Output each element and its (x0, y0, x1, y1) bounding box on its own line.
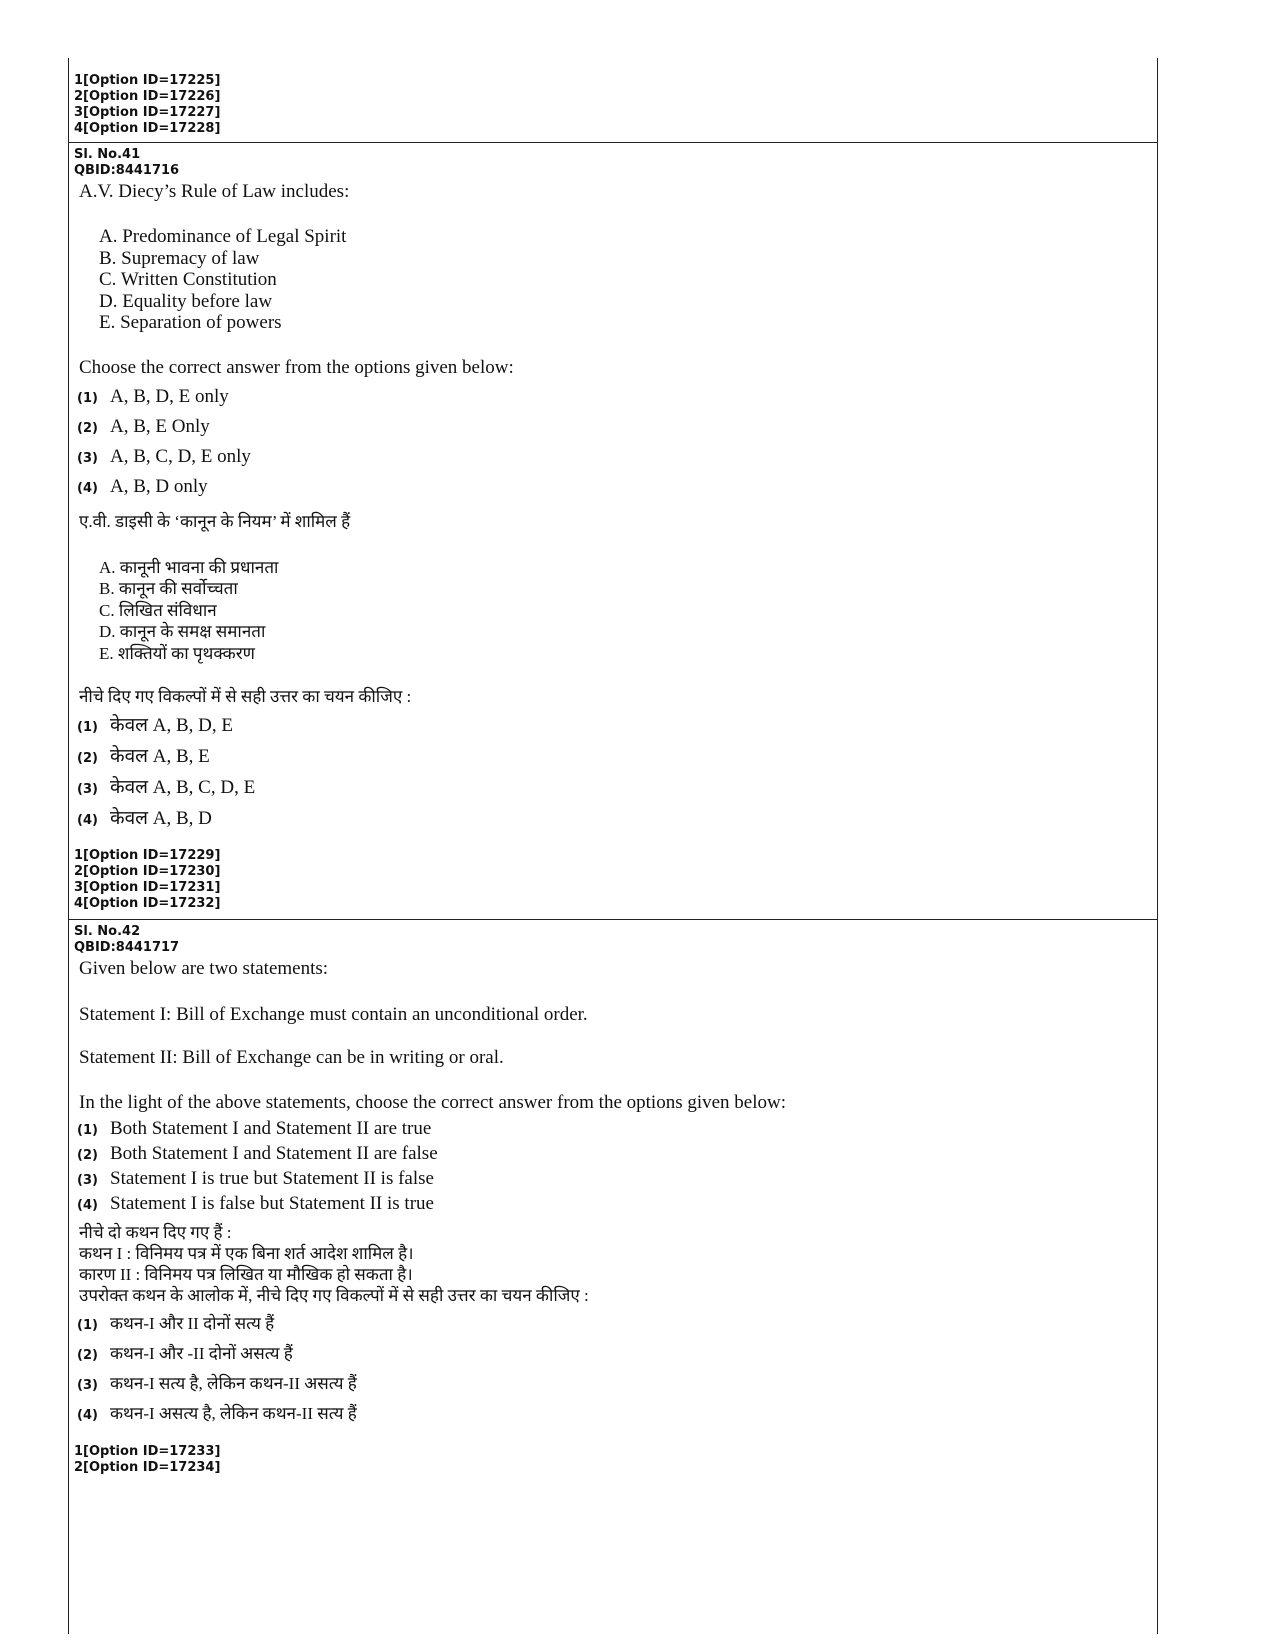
option-number: (4) (77, 1408, 98, 1423)
options-english (74, 1119, 1157, 1219)
option-text: Statement I is true but Statement II is false (110, 1168, 434, 1189)
list-item: B. Supremacy of law (99, 247, 260, 269)
hindi-line: उपरोक्त कथन के आलोक में, नीचे दिए गए विकल्पों में से सही उत्तर का चयन कीजिए : (79, 1286, 589, 1305)
section-previous-question (69, 58, 1157, 142)
question-bank-id: QBID:8441716 (74, 163, 180, 178)
option-id-2: 2[Option ID=17226] (74, 89, 221, 104)
option-text: A, B, C, D, E only (110, 445, 251, 467)
option-id-2: 2[Option ID=17230] (74, 864, 221, 879)
option-number: (3) (77, 782, 98, 797)
option-text: कथन-I और -II दोनों असत्य हैं (110, 1344, 293, 1363)
list-item: C. Written Constitution (99, 269, 277, 290)
option-row (74, 747, 1157, 778)
option-text: Both Statement I and Statement II are true (110, 1118, 432, 1139)
serial-number: Sl. No.42 (74, 924, 141, 939)
option-id-4: 4[Option ID=17228] (74, 121, 221, 136)
option-id-1: 1[Option ID=17229] (74, 848, 221, 863)
list-item: A. Predominance of Legal Spirit (99, 226, 347, 247)
option-row (74, 1144, 1157, 1169)
option-row (74, 778, 1157, 809)
list-item: E. शक्तियों का पृथक्करण (99, 643, 255, 663)
option-id-list (74, 1444, 1157, 1476)
option-text: कथन-I सत्य है, लेकिन कथन-II असत्य हैं (110, 1374, 357, 1393)
option-row (74, 1314, 1157, 1344)
question-text-english: A.V. Diecy’s Rule of Law includes: (79, 181, 350, 202)
hindi-line: कथन I : विनिमय पत्र में एक बिना शर्त आदेश शामिल है। (79, 1244, 414, 1263)
list-item: B. कानून की सर्वोच्चता (99, 579, 238, 598)
option-number: (2) (77, 1148, 98, 1163)
option-id-1: 1[Option ID=17225] (74, 73, 221, 88)
list-item: D. Equality before law (99, 290, 273, 312)
option-id-3: 3[Option ID=17227] (74, 105, 221, 120)
answer-prompt-hindi: नीचे दिए गए विकल्पों में से सही उत्तर का चयन कीजिए : (79, 687, 412, 706)
statement-one: Statement I: Bill of Exchange must contain an unconditional order. (79, 1004, 588, 1025)
options-english (74, 387, 1157, 507)
option-row (74, 1374, 1157, 1404)
option-text: कथन-I और II दोनों सत्य हैं (110, 1314, 275, 1333)
option-id-list (74, 848, 1157, 912)
hindi-line: नीचे दो कथन दिए गए हैं : (79, 1223, 232, 1242)
option-row (74, 477, 1157, 507)
option-text: केवल A, B, D (110, 808, 212, 829)
option-id-3: 3[Option ID=17231] (74, 880, 221, 895)
option-id-1: 1[Option ID=17233] (74, 1444, 221, 1459)
option-number: (1) (77, 390, 98, 406)
option-row (74, 1344, 1157, 1374)
list-item: A. कानूनी भावना की प्रधानता (99, 557, 279, 577)
option-number: (2) (77, 420, 98, 436)
option-text: केवल A, B, E (110, 746, 210, 767)
statement-two: Statement II: Bill of Exchange can be in writing or oral. (79, 1047, 504, 1068)
answer-prompt-english: Choose the correct answer from the options given below: (79, 356, 514, 378)
question-text-hindi (79, 1222, 1157, 1306)
option-row (74, 1404, 1157, 1434)
option-id-2: 2[Option ID=17234] (74, 1460, 221, 1475)
option-text: A, B, D, E only (110, 385, 229, 407)
option-row (74, 1169, 1157, 1194)
option-text: A, B, E Only (110, 415, 210, 437)
option-number: (1) (77, 1123, 98, 1138)
option-row (74, 447, 1157, 477)
option-number: (2) (77, 1348, 98, 1363)
option-number: (1) (77, 720, 98, 735)
options-hindi (74, 1314, 1157, 1434)
option-number: (3) (77, 1378, 98, 1393)
option-number: (3) (77, 450, 98, 466)
answer-prompt-english: In the light of the above statements, choose the correct answer from the options given below: (79, 1092, 787, 1113)
statement-list-hindi (99, 557, 1157, 665)
list-item: C. लिखित संविधान (99, 600, 217, 620)
option-id-4: 4[Option ID=17232] (74, 896, 221, 911)
hindi-line: कारण II : विनिमय पत्र लिखित या मौखिक हो सकता है। (79, 1265, 413, 1284)
question-text-hindi: ए.वी. डाइसी के ‘कानून के नियम’ में शामिल हैं (79, 511, 351, 531)
option-row (74, 716, 1157, 747)
option-row (74, 387, 1157, 417)
option-number: (1) (77, 1318, 98, 1333)
section-question-42 (69, 919, 1157, 1476)
question-bank-id: QBID:8441717 (74, 940, 180, 955)
option-number: (2) (77, 751, 98, 766)
option-text: केवल A, B, C, D, E (110, 777, 256, 798)
option-text: कथन-I असत्य है, लेकिन कथन-II सत्य हैं (110, 1404, 357, 1423)
question-paper-frame (68, 58, 1158, 1634)
option-text: केवल A, B, D, E (110, 715, 234, 736)
option-text: Both Statement I and Statement II are false (110, 1143, 438, 1164)
question-text-english: Given below are two statements: (79, 958, 329, 979)
option-row (74, 1194, 1157, 1219)
section-question-41 (69, 142, 1157, 919)
option-row (74, 1119, 1157, 1144)
option-row (74, 417, 1157, 447)
list-item: D. कानून के समक्ष समानता (99, 622, 266, 641)
option-text: Statement I is false but Statement II is true (110, 1193, 434, 1214)
list-item: E. Separation of powers (99, 312, 282, 333)
options-hindi (74, 716, 1157, 840)
serial-number: Sl. No.41 (74, 147, 141, 162)
statement-list-english (99, 226, 1157, 334)
option-number: (4) (77, 1198, 98, 1213)
option-number: (3) (77, 1173, 98, 1188)
option-text: A, B, D only (110, 475, 208, 497)
option-number: (4) (77, 813, 98, 828)
option-row (74, 809, 1157, 840)
option-number: (4) (77, 480, 98, 496)
